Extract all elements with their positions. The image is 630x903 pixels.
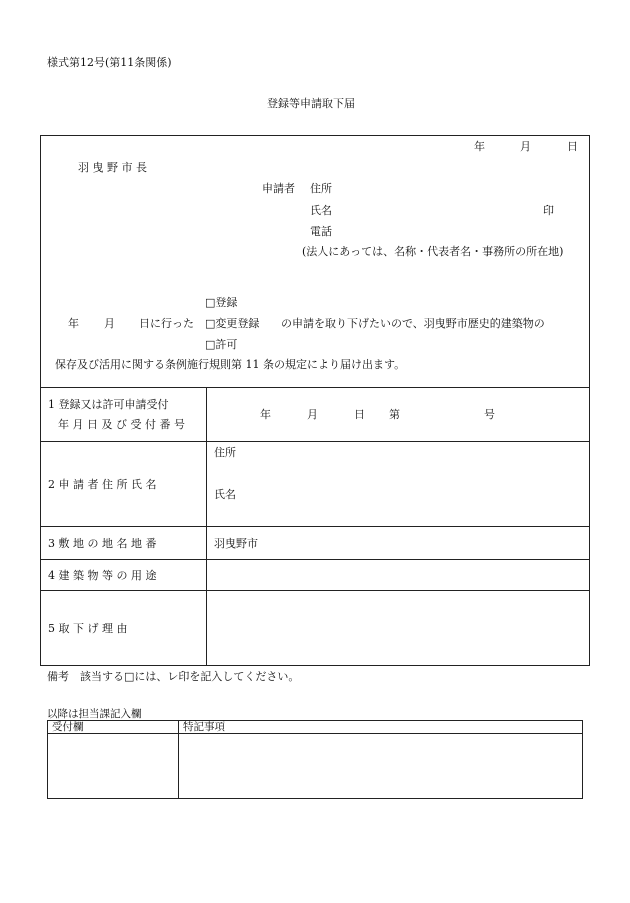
- office-use-table: [47, 720, 583, 799]
- row1-number-prefix: 第: [389, 408, 400, 421]
- option-register[interactable]: □登録: [205, 296, 238, 309]
- addressee: 羽 曳 野 市 長: [78, 161, 147, 174]
- statement-line-2: 保存及び活用に関する条例施行規則第 11 条の規定により届け出ます。: [55, 358, 406, 371]
- office-column-divider: [178, 720, 179, 799]
- row-divider: [40, 559, 590, 560]
- row1-year: 年: [260, 408, 271, 421]
- row-divider: [40, 526, 590, 527]
- date-month-label: 月: [520, 140, 531, 153]
- remarks: 備考 該当する□には、レ印を記入してください。: [47, 670, 300, 683]
- applicant-phone-label: 電話: [310, 225, 332, 238]
- option-change-register[interactable]: □変更登録: [205, 317, 260, 330]
- option-permit[interactable]: □許可: [205, 338, 238, 351]
- column-divider: [206, 387, 207, 666]
- seal-mark: 印: [543, 204, 554, 217]
- row-divider: [40, 590, 590, 591]
- reception-column-header: 受付欄: [52, 721, 84, 733]
- body-day-label: 日に行った: [139, 317, 194, 330]
- row2-name-label: 氏名: [214, 488, 236, 501]
- row1-month: 月: [307, 408, 318, 421]
- row1-label-line1: 1 登録又は許可申請受付: [48, 398, 169, 411]
- row2-label: 2 申 請 者 住 所 氏 名: [48, 478, 157, 491]
- row1-label-line2: 年 月 日 及 び 受 付 番 号: [58, 418, 185, 431]
- row5-label: 5 取 下 げ 理 由: [48, 622, 128, 635]
- special-notes-column-header: 特記事項: [183, 721, 225, 733]
- office-header-divider: [47, 733, 583, 734]
- table-top-line: [40, 387, 590, 388]
- row3-value: 羽曳野市: [214, 537, 258, 550]
- row-divider: [40, 441, 590, 442]
- applicant-name-label: 氏名: [310, 204, 332, 217]
- corporate-note: (法人にあっては、名称・代表者名・事務所の所在地): [302, 245, 564, 258]
- row3-label: 3 敷 地 の 地 名 地 番: [48, 537, 157, 550]
- statement-line-1: の申請を取り下げたいので、羽曳野市歴史的建築物の: [281, 317, 545, 330]
- date-day-label: 日: [567, 140, 578, 153]
- row1-day: 日: [354, 408, 365, 421]
- applicant-address-label: 住所: [310, 182, 332, 195]
- row1-number-suffix: 号: [484, 408, 495, 421]
- form-number: 様式第12号(第11条関係): [47, 56, 172, 69]
- applicant-label: 申請者: [262, 182, 295, 195]
- row4-label: 4 建 築 物 等 の 用 途: [48, 569, 157, 582]
- office-use-heading: 以降は担当課記入欄: [47, 708, 142, 720]
- page-title: 登録等申請取下届: [267, 97, 355, 110]
- row2-address-label: 住所: [214, 446, 236, 459]
- body-year-label: 年: [68, 317, 79, 330]
- body-month-label: 月: [104, 317, 115, 330]
- date-year-label: 年: [474, 140, 485, 153]
